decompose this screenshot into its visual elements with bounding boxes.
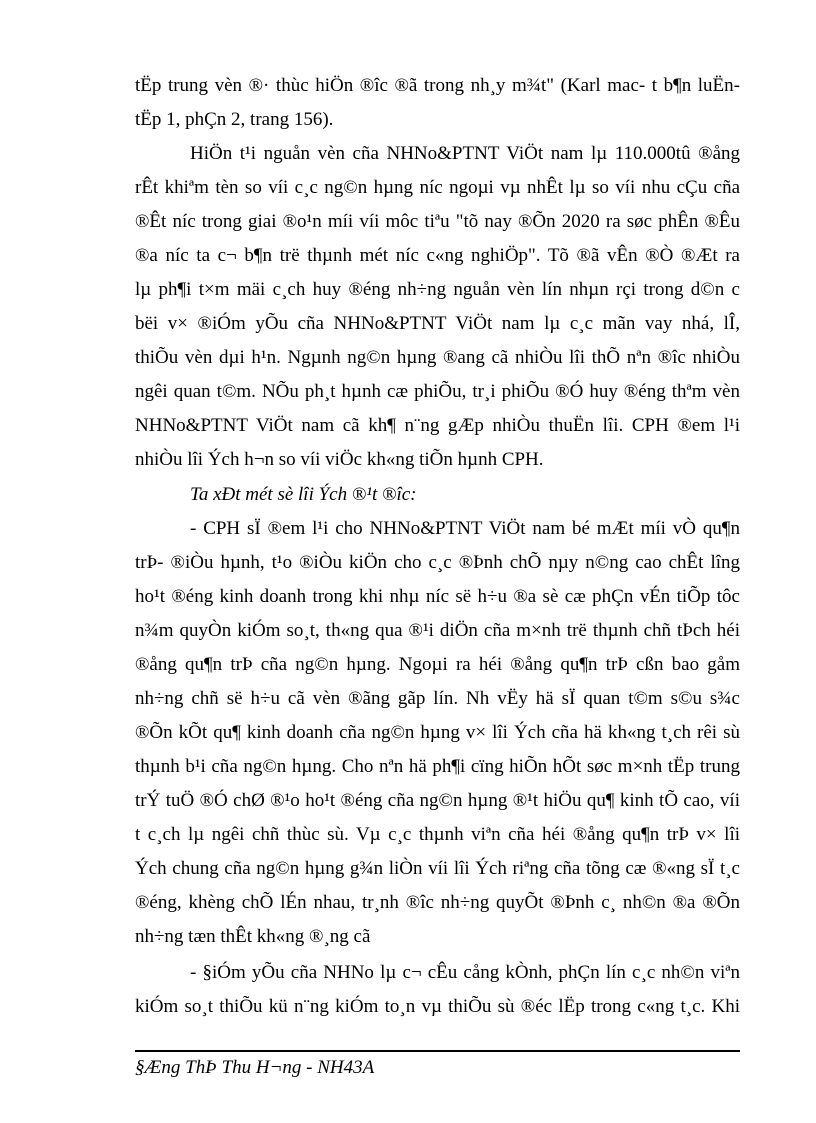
text-line: trÝ tuÖ ®Ó chØ ®¹o ho¹t ®éng cña ng©n hµng ®¹t hiÖu qu¶ kinh tÕ cao, víi [135,790,740,811]
text-line: ngêi quan t©m. NÕu ph¸t hµnh cæ phiÕu, tr¸i phiÕu ®Ó huy ®éng thªm vèn [135,381,740,402]
text-line: thiÕu vèn dµi h¹n. Ngµnh ng©n hµng ®ang cã nhiÒu lîi thÕ nªn ®îc nhiÒu [135,347,740,368]
text-line: tËp 1, phÇn 2, trang 156). [135,109,334,130]
text-line: nh÷ng chñ së h÷u cã vèn ®ãng gãp lín. Nh vËy hä sÏ quan t©m s©u s¾c [135,688,740,709]
text-line: ®ång qu¶n trÞ cña ng©n hµng. Ngoµi ra héi ®ång qu¶n trÞ cßn bao gåm [135,654,740,675]
text-line: lµ ph¶i t×m mäi c¸ch huy ®éng nh÷ng nguån vèn lín nhµn rçi trong d©n c [135,279,740,300]
text-line: nhiÒu lîi Ých h¬n so víi viÖc kh«ng tiÕn hµnh CPH. [135,449,544,470]
text-line: ®éng, khèng chÕ lÉn nhau, tr¸nh ®îc nh÷ng quyÕt ®Þnh c¸ nh©n ®a ®Õn [135,892,740,913]
text-line: n¾m quyÒn kiÓm so¸t, th«ng qua ®¹i diÖn cña m×nh trë thµnh chñ tÞch héi [135,620,740,641]
text-line: - §iÓm yÕu cña NHNo lµ c¬ cÊu cång kÒnh, phÇn lín c¸c nh©n viªn [190,962,740,983]
text-line: thµnh b¹i cña ng©n hµng. Cho nªn hä ph¶i cïng hiÕn hÕt søc m×nh tËp trung [135,756,740,777]
subheading: Ta xÐt mét sè lîi Ých ®¹t ®îc: [190,484,417,505]
text-line: NHNo&PTNT ViÖt nam cã kh¶ n¨ng gÆp nhiÒu thuËn lîi. CPH ®em l¹i [135,415,740,436]
text-line: trÞ- ®iÒu hµnh, t¹o ®iÒu kiÖn cho c¸c ®Þnh chÕ nµy n©ng cao chÊt lîng [135,552,740,573]
text-line: nh÷ng tæn thÊt kh«ng ®¸ng cã [135,926,371,947]
text-line: ho¹t ®éng kinh doanh trong khi nhµ níc së h÷u ®a sè cæ phÇn vÉn tiÕp tôc [135,586,740,607]
footer-divider [135,1050,740,1052]
text-line: ®a níc ta c¬ b¶n trë thµnh mét níc c«ng nghiÖp". Tõ ®ã vÊn ®Ò ®Æt ra [135,245,740,266]
text-line: kiÓm so¸t thiÕu kü n¨ng kiÓm to¸n vµ thiÕu sù ®éc lËp trong c«ng t¸c. Khi [135,996,740,1017]
text-line: t c¸ch lµ ngêi chñ thùc sù. Vµ c¸c thµnh viªn cña héi ®ång qu¶n trÞ v× lîi [135,824,740,845]
text-line: - CPH sÏ ®em l¹i cho NHNo&PTNT ViÖt nam bé mÆt míi vÒ qu¶n [190,518,740,539]
text-line: tËp trung vèn ®· thùc hiÖn ®îc ®ã trong nh¸y m¾t" (Karl mac- t b¶n luËn- [135,75,740,96]
text-line: HiÖn t¹i nguån vèn cña NHNo&PTNT ViÖt nam lµ 110.000tû ®ång [190,143,740,164]
text-line: ®Õn kÕt qu¶ kinh doanh cña ng©n hµng v× lîi Ých cña hä kh«ng t¸ch rêi sù [135,722,740,743]
text-line: rÊt khiªm tèn so víi c¸c ng©n hµng níc ngoµi vµ nhÊt lµ so víi nhu cÇu cña [135,177,740,198]
text-line: Ých chung cña ng©n hµng g¾n liÒn víi lîi Ých riªng cña tõng cæ ®«ng sÏ t¸c [135,858,740,879]
footer-author: §Æng ThÞ Thu H¬ng - NH43A [135,1057,375,1078]
text-line: ®Êt níc trong giai ®o¹n míi víi môc tiªu "tõ nay ®Õn 2020 ra søc phÊn ®Êu [135,211,740,232]
text-line: bëi v× ®iÓm yÕu cña NHNo&PTNT ViÖt nam lµ c¸c mãn vay nhá, lÎ, [135,313,740,334]
